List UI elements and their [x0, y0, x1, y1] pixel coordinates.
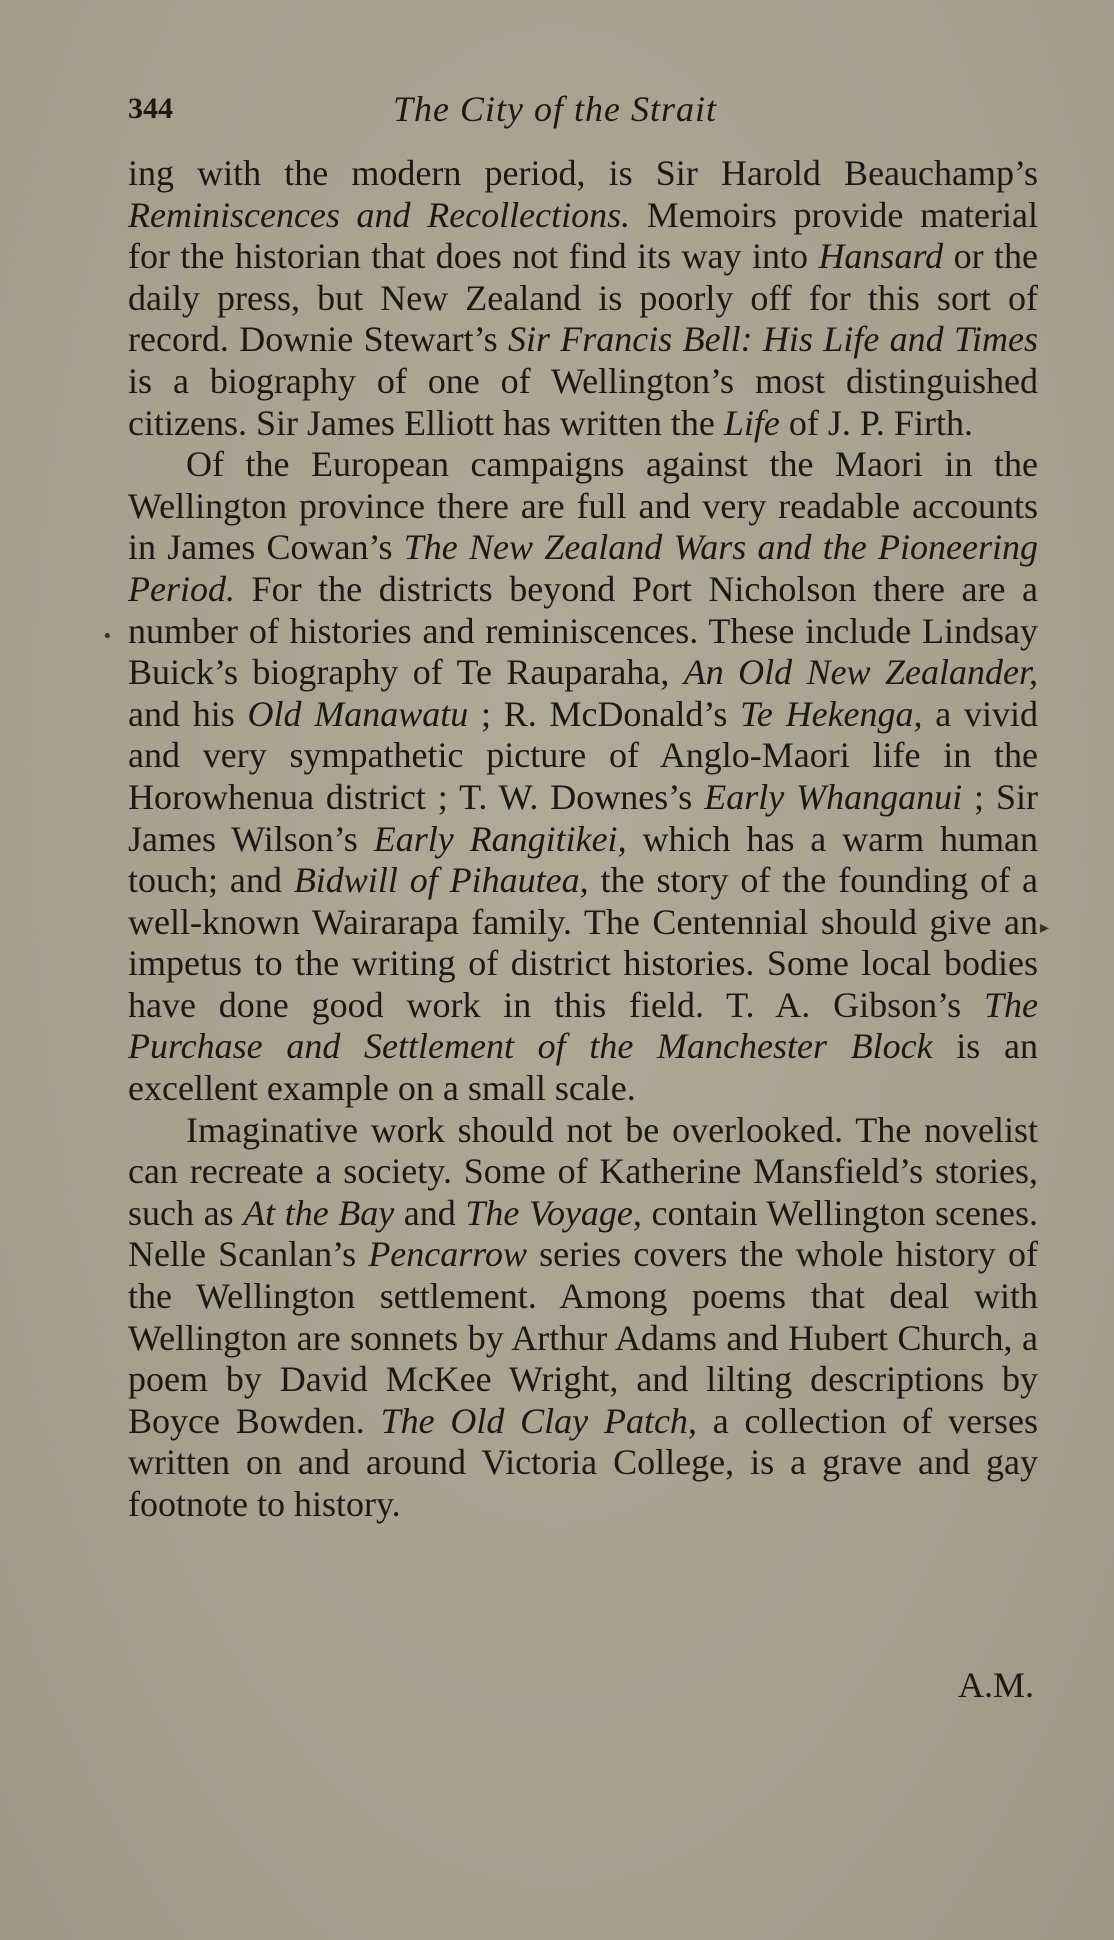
- text-run: the story of the founding of a well-known Wairarapa family. The Centennial should give an impetus to the writing of district histories. Some local bodies have done good work in this field. T. A. Gibson’s: [128, 860, 1038, 1025]
- paragraph-1: [128, 153, 1038, 444]
- text-run: ; R. McDonald’s: [468, 693, 741, 734]
- margin-mark-icon: ▸: [1040, 917, 1050, 938]
- text-run: a vivid and very sympathetic picture of Anglo-Maori life in the Horowhenua district ; T. W. Downes’s: [128, 693, 1038, 817]
- running-title: The City of the Strait: [393, 89, 717, 129]
- italic-title: At the Bay: [243, 1192, 395, 1233]
- italic-title: Early Rangitikei,: [373, 818, 627, 859]
- italic-title: Pencarrow: [368, 1234, 527, 1275]
- italic-title: Hansard: [818, 236, 944, 277]
- italic-title: The Voyage,: [465, 1192, 642, 1233]
- italic-title: Te Hekenga,: [740, 693, 923, 734]
- italic-title: The New Zealand Wars and the Pioneering Period.: [128, 527, 1039, 609]
- italic-title: Sir Francis Bell: His Life and Times: [507, 319, 1039, 360]
- text-run: For the districts beyond Port Nicholson there are a number of histories and reminiscences. These include Lindsay Buick’s biography of Te Rauparaha,: [128, 568, 1038, 693]
- text-run: Memoirs provide material for the historian that does not find its way into: [128, 194, 1038, 277]
- paragraph-2: [128, 444, 1038, 1110]
- author-signature: A.M.: [958, 1665, 1035, 1705]
- text-run: ; Sir James Wilson’s: [128, 776, 1038, 859]
- text-run: Of the European campaigns against the Maori in the Wellington province there are full and very readable accounts in James Cowan’s: [128, 444, 1038, 568]
- text-run: contain Wellington scenes. Nelle Scanlan’s: [128, 1192, 1038, 1275]
- italic-title: Reminiscences and Recollections.: [128, 194, 631, 235]
- text-run: Imaginative work should not be overlooked. The novelist can recreate a society. Some of Katherine Mansfield’s stories, such as: [128, 1109, 1038, 1233]
- italic-title: An Old New Zealander,: [683, 652, 1038, 693]
- margin-mark-icon: •: [102, 626, 113, 647]
- text-run: which has a warm human touch; and: [128, 818, 1038, 901]
- italic-title: The Purchase and Settlement of the Manchester Block: [128, 984, 1038, 1067]
- text-run: or the daily press, but New Zealand is poorly off for this sort of record. Downie Stewart’s: [128, 236, 1038, 360]
- italic-title: The Old Clay Patch,: [380, 1400, 697, 1441]
- italic-title: Early Whanganui: [704, 776, 963, 817]
- text-run: ing with the modern period, is Sir Harold Beauchamp’s: [128, 153, 1038, 193]
- page-header: [128, 89, 1038, 132]
- text-run: of J. P. Firth.: [779, 402, 973, 443]
- text-run: and: [394, 1192, 466, 1233]
- paragraph-3: [128, 1110, 1038, 1526]
- text-run: is a biography of one of Wellington’s most distinguished citizens. Sir James Elliott has written the: [128, 360, 1038, 443]
- page-number: 344: [128, 92, 173, 125]
- italic-title: Old Manawatu: [247, 693, 469, 734]
- italic-title: Bidwill of Pihautea,: [293, 860, 589, 901]
- text-run: and his: [128, 693, 248, 734]
- text-run: series covers the whole history of the Wellington settlement. Among poems that deal with Wellington are sonnets by Arthur Adams and Hubert Church, a poem by David McKee Wright, and lilting descriptions by Boyce Bowden.: [128, 1234, 1038, 1441]
- italic-title: Life: [723, 402, 780, 443]
- text-run: a collection of verses written on and around Victoria College, is a grave and gay footnote to history.: [128, 1400, 1038, 1524]
- body-text: [128, 153, 1038, 1526]
- text-run: is an excellent example on a small scale.: [128, 1026, 1038, 1109]
